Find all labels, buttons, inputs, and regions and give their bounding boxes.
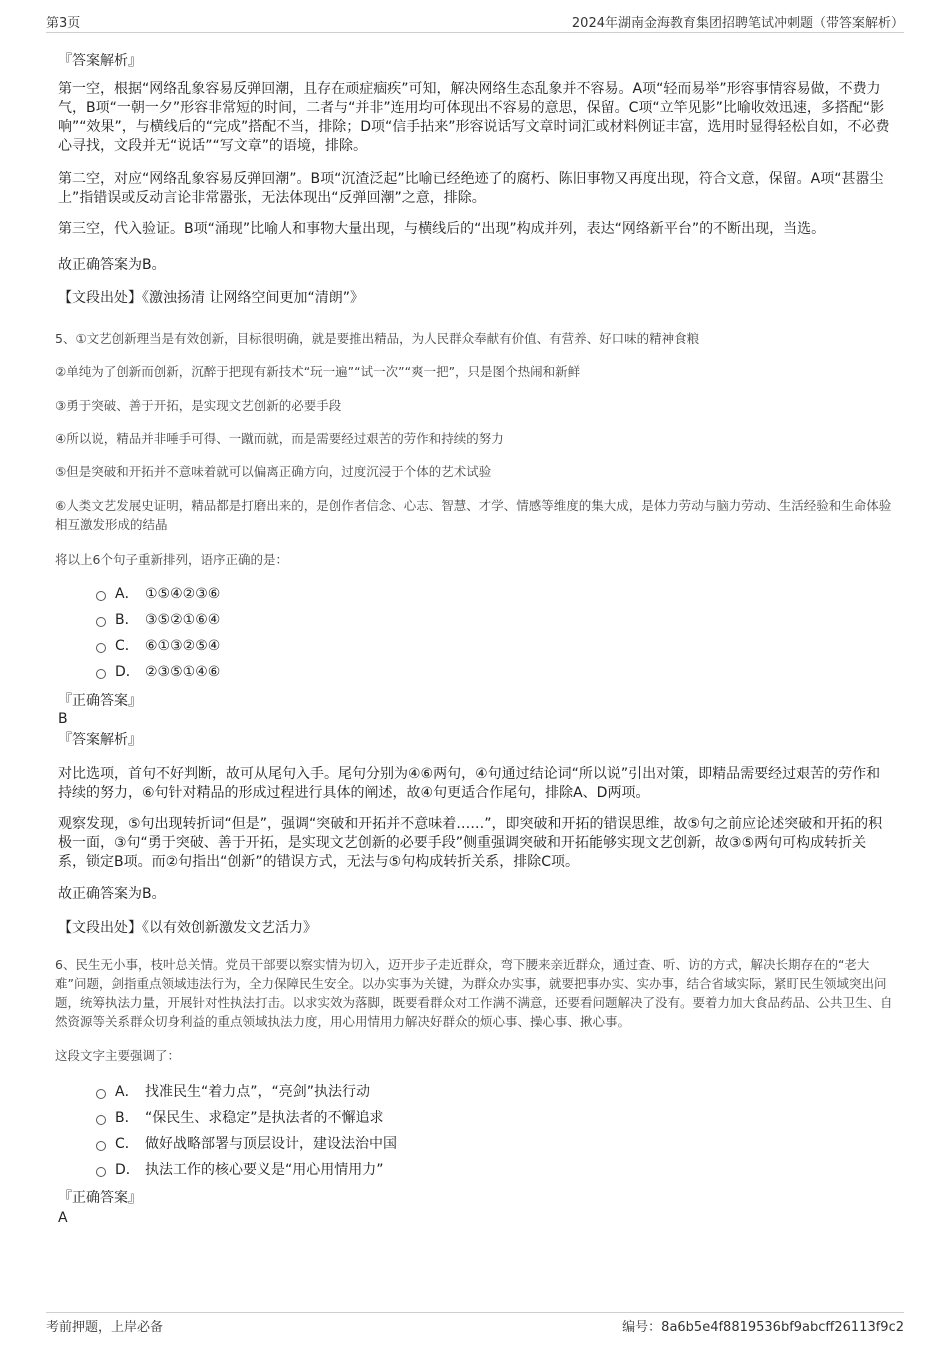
q5-option-a[interactable] xyxy=(96,585,220,604)
radio-icon[interactable] xyxy=(96,1115,106,1125)
option-letter: D． xyxy=(115,664,140,680)
option-letter: B． xyxy=(115,1110,139,1126)
option-text: ②③⑤①④⑥ xyxy=(145,664,221,680)
q6-option-c[interactable] xyxy=(96,1135,397,1154)
q5-answer-label: 『正确答案』 xyxy=(58,693,142,709)
q5-analysis-para1: 对比选项，首句不好判断，故可从尾句入手。尾句分别为④⑥两句，④句通过结论词“所以说”引出对策，即精品需要经过艰苦的劳作和持续的努力，⑥句针对精品的形成过程进行具体的阐述，故④句更适合作尾句，排除A、D两项。 xyxy=(58,766,881,801)
option-letter: B． xyxy=(115,612,139,628)
option-text: ①⑤④②③⑥ xyxy=(145,586,221,602)
radio-icon[interactable] xyxy=(96,1089,106,1099)
q5-option-c[interactable] xyxy=(96,637,220,656)
q5-sentence-1: 5、①文艺创新理当是有效创新，目标很明确，就是要推出精品，为人民群众奉献有价值、有营养、好口味的精神食粮 xyxy=(55,331,700,346)
q4-analysis-label: 『答案解析』 xyxy=(58,53,142,69)
radio-icon[interactable] xyxy=(96,1167,106,1177)
option-text: 做好战略部署与顶层设计，建设法治中国 xyxy=(145,1136,397,1152)
option-letter: D． xyxy=(115,1162,140,1178)
q4-analysis-para2: 第二空，对应“网络乱象容易反弹回潮”。B项“沉渣泛起”比喻已经绝迹了的腐朽、陈旧事物又再度出现，符合文意，保留。A项“甚嚣尘上”指错误或反动言论非常嚣张，无法体现出“反弹回潮”之意，排除。 xyxy=(58,171,884,206)
q6-answer: A xyxy=(58,1210,68,1226)
page-number: 第3页 xyxy=(46,16,81,31)
radio-icon[interactable] xyxy=(96,643,106,653)
q5-analysis-para2: 观察发现，⑤句出现转折词“但是”，强调“突破和开拓并不意味着……”，即突破和开拓的错误思维，故⑤句之前应论述突破和开拓的积极一面，③句“勇于突破、善于开拓，是实现文艺创新的必要手段”侧重强调突破和开拓能够实现文艺创新，故③⑤两句可构成转折关系，锁定B项。而②句指出“创新”的错误方式，无法与⑤句构成转折关系，排除C项。 xyxy=(58,816,883,870)
option-letter: C． xyxy=(115,1136,139,1152)
q4-source: 【文段出处】《激浊扬清 让网络空间更加“清朗”》 xyxy=(58,290,364,306)
option-text: “保民生、求稳定”是执法者的不懈追求 xyxy=(145,1110,384,1126)
q5-sentence-3: ③勇于突破、善于开拓，是实现文艺创新的必要手段 xyxy=(55,398,342,413)
q4-analysis-para3: 第三空，代入验证。B项“涌现”比喻人和事物大量出现，与横线后的“出现”构成并列，表达“网络新平台”的不断出现，当选。 xyxy=(58,221,826,237)
document-title: 2024年湖南金海教育集团招聘笔试冲刺题（带答案解析） xyxy=(571,16,904,31)
page-header xyxy=(46,12,904,33)
q5-sentence-2: ②单纯为了创新而创新，沉醉于把现有新技术“玩一遍”“试一次”“爽一把”，只是图个热闹和新鲜 xyxy=(55,364,581,379)
option-text: ⑥①③②⑤④ xyxy=(145,638,221,654)
radio-icon[interactable] xyxy=(96,617,106,627)
option-letter: A． xyxy=(115,586,139,602)
q5-answer: B xyxy=(58,711,68,727)
option-text: 执法工作的核心要义是“用心用情用力” xyxy=(145,1162,384,1178)
q4-analysis-para1: 第一空，根据“网络乱象容易反弹回潮，且存在顽症痼疾”可知，解决网络生态乱象并不容易。A项“轻而易举”形容事情容易做，不费力气，B项“一朝一夕”形容非常短的时间，二者与“并非”连用均可体现出不容易的意思，保留。C项“立竿见影”比喻收效迅速，多搭配“影响”“效果”，与横线后的“完成”搭配不当，排除；D项“信手拈来”形容说话写文章时词汇或材料例证丰富，选用时显得轻松自如，不必费心寻找，文段并无“说话”“写文章”的语境，排除。 xyxy=(58,81,890,154)
footer-serial: 编号：8a6b5e4f8819536bf9abcff26113f9c2 xyxy=(622,1320,904,1335)
footer-slogan: 考前押题，上岸必备 xyxy=(46,1320,164,1335)
q5-source: 【文段出处】《以有效创新激发文艺活力》 xyxy=(58,920,317,936)
option-letter: A． xyxy=(115,1084,139,1100)
q5-option-b[interactable] xyxy=(96,611,220,630)
q5-prompt: 将以上6个句子重新排列，语序正确的是： xyxy=(55,552,288,567)
option-text: 找准民生“着力点”，“亮剑”执法行动 xyxy=(145,1084,371,1100)
q5-sentence-5: ⑤但是突破和开拓并不意味着就可以偏离正确方向，过度沉浸于个体的艺术试验 xyxy=(55,464,492,479)
q6-option-a[interactable] xyxy=(96,1083,370,1102)
q6-answer-label: 『正确答案』 xyxy=(58,1190,142,1206)
q5-sentence-6: ⑥人类文艺发展史证明，精品都是打磨出来的，是创作者信念、心志、智慧、才学、情感等维度的集大成，是体力劳动与脑力劳动、生活经验和生命体验相互激发形成的结晶 xyxy=(55,498,892,532)
radio-icon[interactable] xyxy=(96,1141,106,1151)
option-text: ③⑤②①⑥④ xyxy=(145,612,221,628)
radio-icon[interactable] xyxy=(96,591,106,601)
page-footer xyxy=(46,1312,904,1335)
q6-option-d[interactable] xyxy=(96,1161,384,1180)
q5-analysis-label: 『答案解析』 xyxy=(58,732,142,748)
q6-option-b[interactable] xyxy=(96,1109,384,1128)
q4-conclusion: 故正确答案为B。 xyxy=(58,257,166,273)
q5-sentence-4: ④所以说，精品并非唾手可得、一蹴而就，而是需要经过艰苦的劳作和持续的努力 xyxy=(55,431,504,446)
q6-stem: 6、民生无小事，枝叶总关情。党员干部要以察实情为切入，迈开步子走近群众，弯下腰来亲近群众，通过查、听、访的方式，解决长期存在的“老大难”问题，剑指重点领域违法行为，全力保障民生安全。以办实事为关键，为群众办实事，就要把事办实、实办事，结合省域实际，紧盯民生领域突出问题，统筹执法力量，开展针对性执法打击。以求实效为落脚，既要看群众对工作满不满意，还要看问题解决了没有。要着力加大食品药品、公共卫生、自然资源等关系群众切身利益的重点领域执法力度，用心用情用力解决好群众的烦心事、操心事、揪心事。 xyxy=(55,957,893,1029)
radio-icon[interactable] xyxy=(96,669,106,679)
q5-conclusion: 故正确答案为B。 xyxy=(58,886,166,902)
q5-option-d[interactable] xyxy=(96,663,220,682)
option-letter: C． xyxy=(115,638,139,654)
q6-prompt: 这段文字主要强调了： xyxy=(55,1048,181,1063)
